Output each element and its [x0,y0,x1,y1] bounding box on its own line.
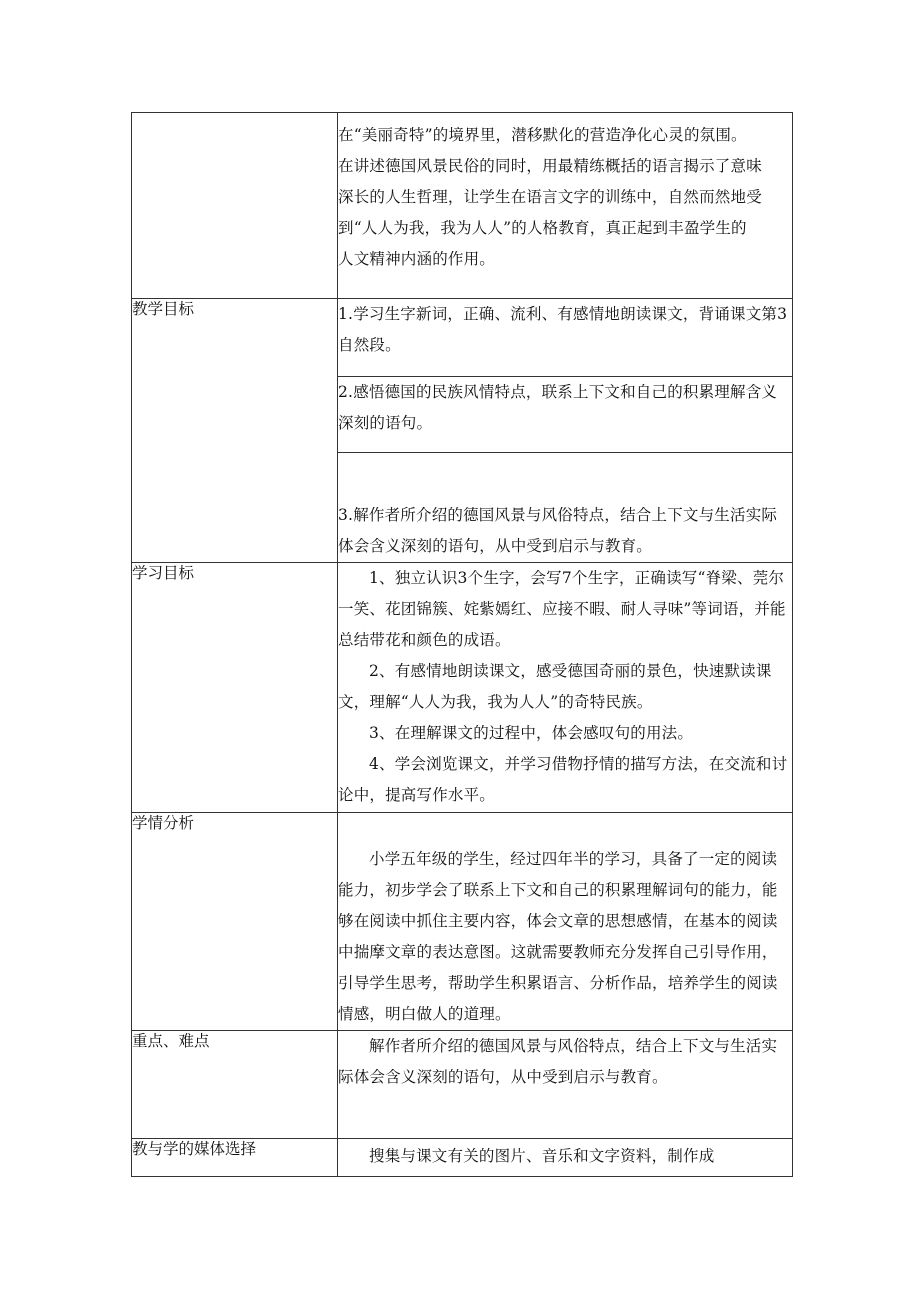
intro-line: 深长的人生哲理，让学生在语言文字的训练中，自然而然地受 [338,188,762,206]
table-row [132,113,793,299]
learning-goal-item: 2、有感情地朗读课文，感受德国奇丽的景色，快速默读课文，理解“人人为我，我为人人”的奇特民族。 [338,662,772,711]
intro-line: 到“人人为我，我为人人”的人格教育，真正起到丰盈学生的 [338,219,747,237]
table-row [132,1031,793,1139]
intro-line: 人文精神内涵的作用。 [338,250,496,268]
key-points-label: 重点、难点 [132,1031,338,1139]
teaching-goal-3: 3.解作者所介绍的德国风景与风俗特点，结合上下文与生活实际体会含义深刻的语句，从中受到启示与教育。 [338,453,793,563]
student-analysis-text: 小学五年级的学生，经过四年半的学习，具备了一定的阅读能力，初步学会了联系上下文和自己的积累理解词句的能力，能够在阅读中抓住主要内容，体会文章的思想感情，在基本的阅读中揣摩文章的表达意图。这就需要教师充分发挥自己引导作用，引导学生思考，帮助学生积累语言、分析作品，培养学生的阅读情感，明白做人的道理。 [338,850,778,1023]
learning-goal-item: 4、学会浏览课文，并学习借物抒情的描写方法，在交流和讨论中，提高写作水平。 [338,755,788,804]
media-label: 教与学的媒体选择 [132,1139,338,1177]
intro-line: 在“美丽奇特”的境界里，潜移默化的营造净化心灵的氛围。 [338,126,747,144]
table-row [132,299,793,377]
empty-label-cell [132,113,338,299]
media-cell [338,1139,793,1177]
key-points-text: 解作者所介绍的德国风景与风俗特点，结合上下文与生活实际体会含义深刻的语句，从中受到启示与教育。 [338,1037,778,1086]
student-analysis-label: 学情分析 [132,813,338,1031]
table-row [132,563,793,813]
learning-goal-item: 3、在理解课文的过程中，体会感叹句的用法。 [369,724,694,742]
media-text: 搜集与课文有关的图片、音乐和文字资料，制作成 [369,1147,715,1165]
teaching-goals-label: 教学目标 [132,299,338,563]
student-analysis-cell [338,813,793,1031]
table-row [132,813,793,1031]
learning-goal-item: 1、独立认识3个生字，会写7个生字，正确读写“脊梁、莞尔一笑、花团锦簇、姹紫嫣红、应接不暇、耐人寻味”等词语，并能总结带花和颜色的成语。 [338,569,786,649]
teaching-goal-1: 1.学习生字新词，正确、流利、有感情地朗读课文，背诵课文第3自然段。 [338,299,793,377]
learning-goals-cell [338,563,793,813]
key-points-cell [338,1031,793,1139]
lesson-plan-table [131,112,793,1177]
learning-goals-label: 学习目标 [132,563,338,813]
table-row [132,1139,793,1177]
teaching-goal-2: 2.感悟德国的民族风情特点，联系上下文和自己的积累理解含义深刻的语句。 [338,377,793,453]
intro-cell [338,113,793,299]
intro-line: 在讲述德国风景民俗的同时，用最精练概括的语言揭示了意味 [338,157,762,175]
